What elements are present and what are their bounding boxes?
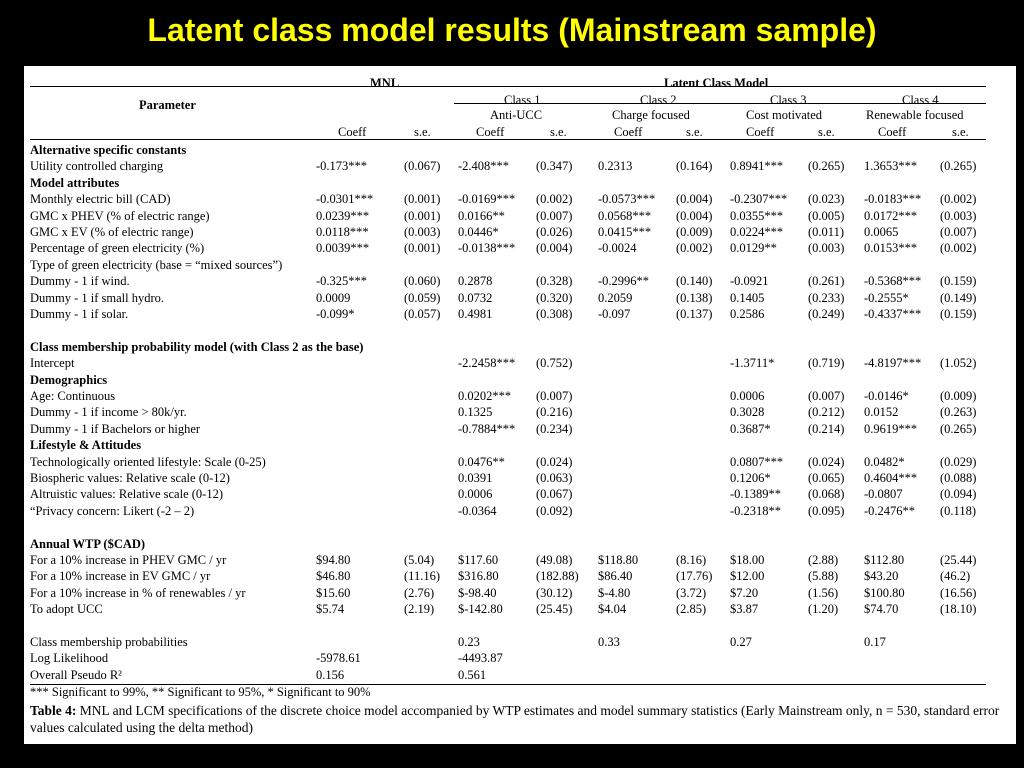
se-cell: (0.024)	[808, 454, 845, 469]
coeff-cell: 0.4981	[458, 307, 493, 321]
coeff-cell: 0.0446*	[458, 225, 499, 239]
se-cell: (0.001)	[404, 208, 441, 223]
row-label: For a 10% increase in PHEV GMC / yr	[30, 553, 227, 567]
coeff-cell: $43.20	[864, 569, 899, 584]
se-cell: (0.159)	[940, 307, 977, 321]
coeff-cell: -0.097	[598, 307, 631, 321]
coeff-cell: 0.561	[458, 667, 487, 682]
se-cell: (2.19)	[404, 602, 435, 617]
se-cell: (0.065)	[808, 471, 845, 485]
se-cell: (0.002)	[536, 192, 573, 207]
row-label: Altruistic values: Relative scale (0-12)	[30, 487, 223, 502]
class-1-subheader: Anti-UCC	[490, 108, 543, 122]
se-cell: (0.137)	[676, 307, 713, 321]
coeff-cell: 0.0152	[864, 405, 899, 420]
coeff-cell: 1.3653***	[864, 159, 918, 174]
coeff-cell: 0.0202***	[458, 389, 512, 403]
se-cell: (25.45)	[536, 602, 573, 617]
coeff-cell: 0.0732	[458, 290, 493, 305]
coeff-cell: -0.099*	[316, 307, 355, 321]
coeff-cell: -0.7884***	[458, 421, 516, 436]
se-cell: (182.88)	[536, 569, 579, 584]
se-cell: (0.233)	[808, 290, 845, 305]
coeff-cell: 0.2313	[598, 159, 633, 174]
row-label: “Privacy concern: Likert (-2 – 2)	[30, 503, 195, 518]
coeff-cell: -1.3711*	[730, 356, 775, 371]
se-cell: (0.002)	[940, 192, 977, 207]
row-label: Percentage of green electricity (%)	[30, 241, 205, 256]
coeff-cell: $94.80	[316, 553, 351, 567]
se-cell: (0.092)	[536, 503, 573, 518]
se-cell: (3.72)	[676, 585, 707, 600]
coeff-cell: $-4.80	[598, 585, 631, 600]
se-cell: (0.752)	[536, 356, 573, 371]
coeff-cell: -0.325***	[316, 274, 368, 289]
caption-label: Table 4:	[30, 703, 77, 718]
se-cell: (0.328)	[536, 274, 573, 289]
se-cell: (0.029)	[940, 454, 977, 469]
coeff-header: Coeff	[476, 125, 505, 139]
coeff-cell: $74.70	[864, 602, 899, 617]
coeff-cell: 0.2878	[458, 274, 493, 289]
se-cell: (0.308)	[536, 307, 573, 321]
coeff-cell: -0.0807	[864, 487, 903, 502]
se-cell: (1.56)	[808, 585, 839, 600]
coeff-cell: 0.0415***	[598, 225, 652, 239]
section-heading: Demographics	[30, 372, 108, 387]
row-label: Dummy - 1 if income > 80k/yr.	[30, 405, 187, 420]
se-cell: (0.149)	[940, 290, 977, 305]
class-1-header: Class 1	[504, 93, 541, 107]
se-cell: (0.249)	[808, 307, 845, 321]
coeff-cell: -4493.87	[458, 651, 503, 666]
coeff-cell: 0.0006	[458, 487, 493, 502]
coeff-cell: 0.1405	[730, 290, 765, 305]
se-cell: (0.265)	[808, 159, 845, 174]
se-cell: (0.007)	[536, 389, 573, 403]
coeff-cell: 0.0009	[316, 290, 351, 305]
coeff-cell: $117.60	[458, 553, 499, 567]
coeff-cell: $316.80	[458, 569, 499, 584]
class-4-subheader: Renewable focused	[866, 108, 964, 122]
se-cell: (0.001)	[404, 241, 441, 256]
se-cell: (0.159)	[940, 274, 977, 289]
se-cell: (0.009)	[940, 389, 977, 403]
table-rule-top	[30, 86, 986, 87]
coeff-cell: 0.0006	[730, 389, 765, 403]
row-label: For a 10% increase in EV GMC / yr	[30, 569, 211, 584]
row-label: Dummy - 1 if solar.	[30, 307, 129, 321]
se-cell: (0.216)	[536, 405, 573, 420]
coeff-cell: -2.2458***	[458, 356, 516, 371]
se-cell: (1.20)	[808, 602, 839, 617]
coeff-cell: $3.87	[730, 602, 759, 617]
row-label: Monthly electric bill (CAD)	[30, 192, 171, 207]
coeff-cell: -0.0169***	[458, 192, 516, 207]
se-cell: (0.011)	[808, 225, 844, 239]
coeff-cell: 0.1325	[458, 405, 493, 420]
coeff-cell: 0.0039***	[316, 241, 370, 256]
coeff-cell: -0.0146*	[864, 389, 909, 403]
se-cell: (0.026)	[536, 225, 573, 239]
lcm-header: Latent Class Model	[664, 76, 769, 90]
caption-text: MNL and LCM specifications of the discrete choice model accompanied by WTP estimates and model summary statistics (Early Mainstream only, n = 530, standard error values calculated using the delta method)	[30, 703, 1000, 735]
se-cell: (0.067)	[536, 487, 573, 502]
se-cell: (0.024)	[536, 454, 573, 469]
se-cell: (0.007)	[536, 208, 573, 223]
coeff-cell: -0.173***	[316, 159, 368, 174]
se-cell: (8.16)	[676, 553, 707, 567]
section-heading: Class membership probability model (with Class 2 as the base)	[30, 339, 364, 354]
se-cell: (0.320)	[536, 290, 573, 305]
se-cell: (0.088)	[940, 471, 977, 485]
row-label: Type of green electricity (base = “mixed sources”)	[30, 257, 283, 272]
row-label: Biospheric values: Relative scale (0-12)	[30, 471, 230, 485]
parameter-header: Parameter	[139, 98, 196, 112]
se-cell: (11.16)	[404, 569, 440, 584]
row-label: Age: Continuous	[30, 389, 116, 403]
coeff-cell: -0.5368***	[864, 274, 922, 289]
section-heading: Lifestyle & Attitudes	[30, 438, 142, 453]
coeff-cell: $100.80	[864, 585, 905, 600]
coeff-cell: $46.80	[316, 569, 351, 584]
coeff-cell: 0.0239***	[316, 208, 370, 223]
se-cell: (0.214)	[808, 421, 845, 436]
coeff-cell: -0.0138***	[458, 241, 516, 256]
coeff-header: Coeff	[746, 125, 775, 139]
class-2-subheader: Charge focused	[612, 108, 690, 122]
coeff-header: Coeff	[878, 125, 907, 139]
row-label: Dummy - 1 if wind.	[30, 274, 130, 289]
se-cell: (0.265)	[940, 421, 977, 436]
se-cell: (0.164)	[676, 159, 713, 174]
se-cell: (0.118)	[940, 503, 976, 518]
se-header: s.e.	[818, 125, 835, 139]
se-cell: (0.234)	[536, 421, 573, 436]
se-cell: (0.095)	[808, 503, 845, 518]
row-label: GMC x EV (% of electric range)	[30, 225, 194, 239]
se-cell: (18.10)	[940, 602, 977, 617]
se-cell: (0.057)	[404, 307, 441, 321]
se-cell: (0.063)	[536, 471, 573, 485]
coeff-cell: 0.0065	[864, 225, 899, 239]
se-cell: (16.56)	[940, 585, 977, 600]
coeff-cell: 0.3028	[730, 405, 765, 420]
se-cell: (0.059)	[404, 290, 441, 305]
coeff-cell: $5.74	[316, 602, 345, 617]
se-cell: (0.719)	[808, 356, 845, 371]
se-cell: (0.067)	[404, 159, 441, 174]
coeff-cell: 0.0129**	[730, 241, 777, 256]
row-label: Overall Pseudo R²	[30, 667, 122, 682]
se-cell: (0.007)	[940, 225, 977, 239]
coeff-cell: -0.0301***	[316, 192, 374, 207]
se-cell: (0.138)	[676, 290, 713, 305]
coeff-cell: 0.0568***	[598, 208, 652, 223]
coeff-cell: $7.20	[730, 585, 759, 600]
se-cell: (2.88)	[808, 553, 839, 567]
se-cell: (2.85)	[676, 602, 707, 617]
coeff-cell: 0.17	[864, 635, 886, 649]
se-cell: (5.88)	[808, 569, 839, 584]
se-cell: (1.052)	[940, 356, 977, 371]
se-cell: (0.347)	[536, 159, 573, 174]
coeff-cell: -0.4337***	[864, 307, 922, 321]
coeff-cell: 0.9619***	[864, 421, 918, 436]
coeff-cell: -0.2318**	[730, 503, 782, 518]
coeff-header: Coeff	[338, 125, 367, 139]
results-table-panel	[24, 66, 1016, 744]
se-cell: (0.005)	[808, 208, 845, 223]
coeff-cell: -0.0364	[458, 503, 497, 518]
mnl-header: MNL	[370, 76, 400, 90]
se-cell: (0.140)	[676, 274, 713, 289]
se-cell: (0.060)	[404, 274, 441, 289]
significance-footnote: *** Significant to 99%, ** Significant to 95%, * Significant to 90%	[30, 685, 371, 699]
coeff-cell: 0.0118***	[316, 225, 369, 239]
coeff-cell: 0.2586	[730, 307, 765, 321]
section-heading: Alternative specific constants	[30, 143, 187, 157]
coeff-cell: -0.2476**	[864, 503, 916, 518]
se-cell: (0.004)	[536, 241, 573, 256]
se-cell: (5.04)	[404, 553, 435, 567]
row-label: For a 10% increase in % of renewables / yr	[30, 585, 246, 600]
coeff-cell: 0.0224***	[730, 225, 784, 239]
se-cell: (0.094)	[940, 487, 977, 502]
se-cell: (0.002)	[676, 241, 713, 256]
se-cell: (0.068)	[808, 487, 845, 502]
coeff-cell: -0.0024	[598, 241, 637, 256]
coeff-cell: 0.1206*	[730, 471, 771, 485]
coeff-cell: -0.2307***	[730, 192, 788, 207]
se-header: s.e.	[952, 125, 969, 139]
se-cell: (0.265)	[940, 159, 977, 174]
se-cell: (0.004)	[676, 208, 713, 223]
se-cell: (0.023)	[808, 192, 845, 207]
table-rule-header	[30, 139, 986, 140]
coeff-cell: -0.2555*	[864, 290, 909, 305]
row-label: Technologically oriented lifestyle: Scale (0-25)	[30, 454, 266, 469]
se-cell: (0.004)	[676, 192, 713, 207]
se-cell: (0.002)	[940, 241, 977, 256]
coeff-cell: $15.60	[316, 585, 351, 600]
coeff-cell: 0.0807***	[730, 454, 784, 469]
row-label: Utility controlled charging	[30, 159, 164, 174]
slide-title: Latent class model results (Mainstream sample)	[147, 12, 877, 48]
coeff-cell: -4.8197***	[864, 356, 922, 371]
se-cell: (0.003)	[808, 241, 845, 256]
class-2-header: Class 2	[640, 93, 677, 107]
coeff-cell: -0.0183***	[864, 192, 922, 207]
coeff-cell: 0.8941***	[730, 159, 784, 174]
se-header: s.e.	[686, 125, 703, 139]
coeff-cell: -0.1389**	[730, 487, 782, 502]
row-label: Intercept	[30, 356, 75, 371]
section-heading: Annual WTP ($CAD)	[30, 536, 146, 551]
coeff-cell: -0.0921	[730, 274, 769, 289]
se-cell: (0.263)	[940, 405, 977, 420]
se-cell: (49.08)	[536, 553, 573, 567]
coeff-cell: -0.0573***	[598, 192, 656, 207]
row-label: Dummy - 1 if Bachelors or higher	[30, 421, 201, 436]
coeff-cell: 0.4604***	[864, 471, 918, 485]
coeff-cell: 0.0482*	[864, 454, 905, 469]
se-cell: (0.003)	[940, 208, 977, 223]
coeff-cell: $-98.40	[458, 585, 497, 600]
coeff-header: Coeff	[614, 125, 643, 139]
row-label: Dummy - 1 if small hydro.	[30, 290, 165, 305]
coeff-cell: $86.40	[598, 569, 633, 584]
coeff-cell: $112.80	[864, 553, 905, 567]
coeff-cell: 0.0355***	[730, 208, 784, 223]
se-cell: (2.76)	[404, 585, 435, 600]
se-header: s.e.	[550, 125, 567, 139]
class-3-subheader: Cost motivated	[746, 108, 823, 122]
coeff-cell: 0.0476**	[458, 454, 505, 469]
coeff-cell: 0.23	[458, 635, 480, 649]
row-label: To adopt UCC	[30, 602, 103, 617]
coeff-cell: 0.0166**	[458, 208, 505, 223]
coeff-cell: $4.04	[598, 602, 627, 617]
se-cell: (46.2)	[940, 569, 971, 584]
coeff-cell: 0.33	[598, 635, 620, 649]
se-cell: (0.212)	[808, 405, 845, 420]
coeff-cell: 0.3687*	[730, 421, 771, 436]
se-cell: (0.261)	[808, 274, 845, 289]
se-cell: (0.001)	[404, 192, 441, 207]
row-label: GMC x PHEV (% of electric range)	[30, 208, 210, 223]
se-cell: (30.12)	[536, 585, 573, 600]
coeff-cell: 0.27	[730, 635, 752, 649]
coeff-cell: -0.2996**	[598, 274, 650, 289]
se-cell: (0.007)	[808, 389, 845, 403]
se-cell: (17.76)	[676, 569, 713, 584]
coeff-cell: $118.80	[598, 553, 639, 567]
class-4-header: Class 4	[902, 93, 939, 107]
class-3-header: Class 3	[770, 93, 807, 107]
coeff-cell: -2.408***	[458, 159, 510, 174]
se-header: s.e.	[414, 125, 431, 139]
coeff-cell: $-142.80	[458, 602, 503, 617]
coeff-cell: $18.00	[730, 553, 765, 567]
section-heading: Model attributes	[30, 175, 120, 190]
coeff-cell: -5978.61	[316, 651, 361, 666]
table-caption	[30, 702, 1010, 736]
coeff-cell: 0.156	[316, 667, 345, 682]
coeff-cell: 0.0391	[458, 471, 493, 485]
se-cell: (0.009)	[676, 225, 713, 239]
coeff-cell: 0.0153***	[864, 241, 918, 256]
coeff-cell: 0.2059	[598, 290, 633, 305]
coeff-cell: $12.00	[730, 569, 765, 584]
row-label: Class membership probabilities	[30, 635, 188, 649]
row-label: Log Likelihood	[30, 651, 109, 666]
se-cell: (0.003)	[404, 225, 441, 239]
coeff-cell: 0.0172***	[864, 208, 918, 223]
se-cell: (25.44)	[940, 553, 977, 567]
